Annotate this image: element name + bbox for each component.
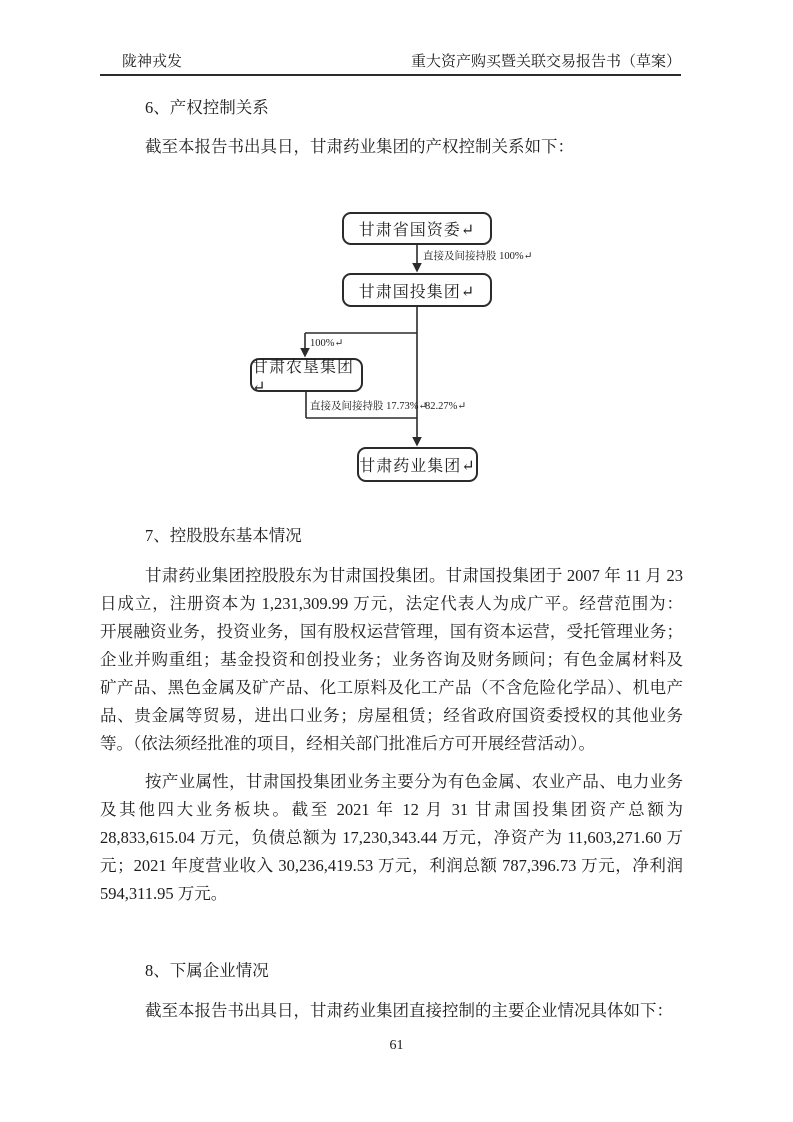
text-line: 及其他四大业务板块。截至 2021 年 12 月 31 甘肃国投集团资产总额为 <box>100 800 683 819</box>
text-line: 28,833,615.04 万元，负债总额为 17,230,343.44 万元，净资产为 11,603,271.60 万 <box>100 828 683 847</box>
node-gansu-pharma-group: 甘肃药业集团↵ <box>357 447 478 482</box>
page-number: 61 <box>389 1038 404 1053</box>
arrowhead-down-icon <box>412 437 422 447</box>
node-gansu-nongken-group: 甘肃农垦集团↵ <box>250 358 363 392</box>
text-line: 等。（依法须经批准的项目，经相关部门批准后方可开展经营活动）。 <box>100 734 595 753</box>
section-8-intro: 截至本报告书出具日，甘肃药业集团直接控制的主要企业情况具体如下： <box>145 1001 673 1020</box>
text-line: 甘肃药业集团控股股东为甘肃国投集团。甘肃国投集团于 2007 年 11 月 23 <box>145 566 683 585</box>
edge-label-82-27: 82.27%↵ <box>425 401 467 412</box>
section-8-heading: 8、下属企业情况 <box>145 961 269 980</box>
node-gansu-sasac: 甘肃省国资委↵ <box>342 212 492 245</box>
text-line: 元；2021 年度营业收入 30,236,419.53 万元，利润总额 787,396.73 万元，净利润 <box>100 856 683 875</box>
arrowhead-down-icon <box>412 263 422 273</box>
edge-top-to-holding <box>412 245 422 273</box>
text-line: 开展融资业务，投资业务，国有股权运营管理，国有资本运营，受托管理业务； <box>100 622 683 641</box>
section-7-paragraph-2 <box>100 768 683 908</box>
page-header <box>100 53 681 76</box>
header-right-title: 重大资产购买暨关联交易报告书（草案） <box>410 54 681 70</box>
section-7-paragraph-1 <box>100 562 683 758</box>
text-line: 日成立，注册资本为 1,231,309.99 万元，法定代表人为成广平。经营范围为： <box>100 594 683 613</box>
edge-holding-trunk <box>412 307 422 447</box>
node-gansu-guotou-group: 甘肃国投集团↵ <box>342 273 492 307</box>
section-7-heading: 7、控股股东基本情况 <box>145 526 302 545</box>
equity-control-diagram <box>0 200 793 500</box>
text-line: 矿产品、黑色金属及矿产品、化工原料及化工产品（不含危险化学品）、机电产 <box>100 678 683 697</box>
section-6-heading: 6、产权控制关系 <box>145 98 269 117</box>
edge-label-100: 100%↵ <box>310 338 344 349</box>
edge-label-direct-100: 直接及间接持股 100%↵ <box>423 251 533 262</box>
text-line: 企业并购重组；基金投资和创投业务；业务咨询及财务顾问；有色金属材料及 <box>100 650 683 669</box>
section-6-intro: 截至本报告书出具日，甘肃药业集团的产权控制关系如下： <box>145 137 574 156</box>
text-line: 品、贵金属等贸易，进出口业务；房屋租赁；经省政府国资委授权的其他业务 <box>100 706 683 725</box>
text-line: 594,311.95 万元。 <box>100 884 228 903</box>
header-left-title: 陇神戎发 <box>122 54 183 70</box>
edge-label-direct-17-73: 直接及间接持股 17.73%↵ <box>310 401 428 412</box>
text-line: 按产业属性，甘肃国投集团业务主要分为有色金属、农业产品、电力业务 <box>145 772 683 791</box>
